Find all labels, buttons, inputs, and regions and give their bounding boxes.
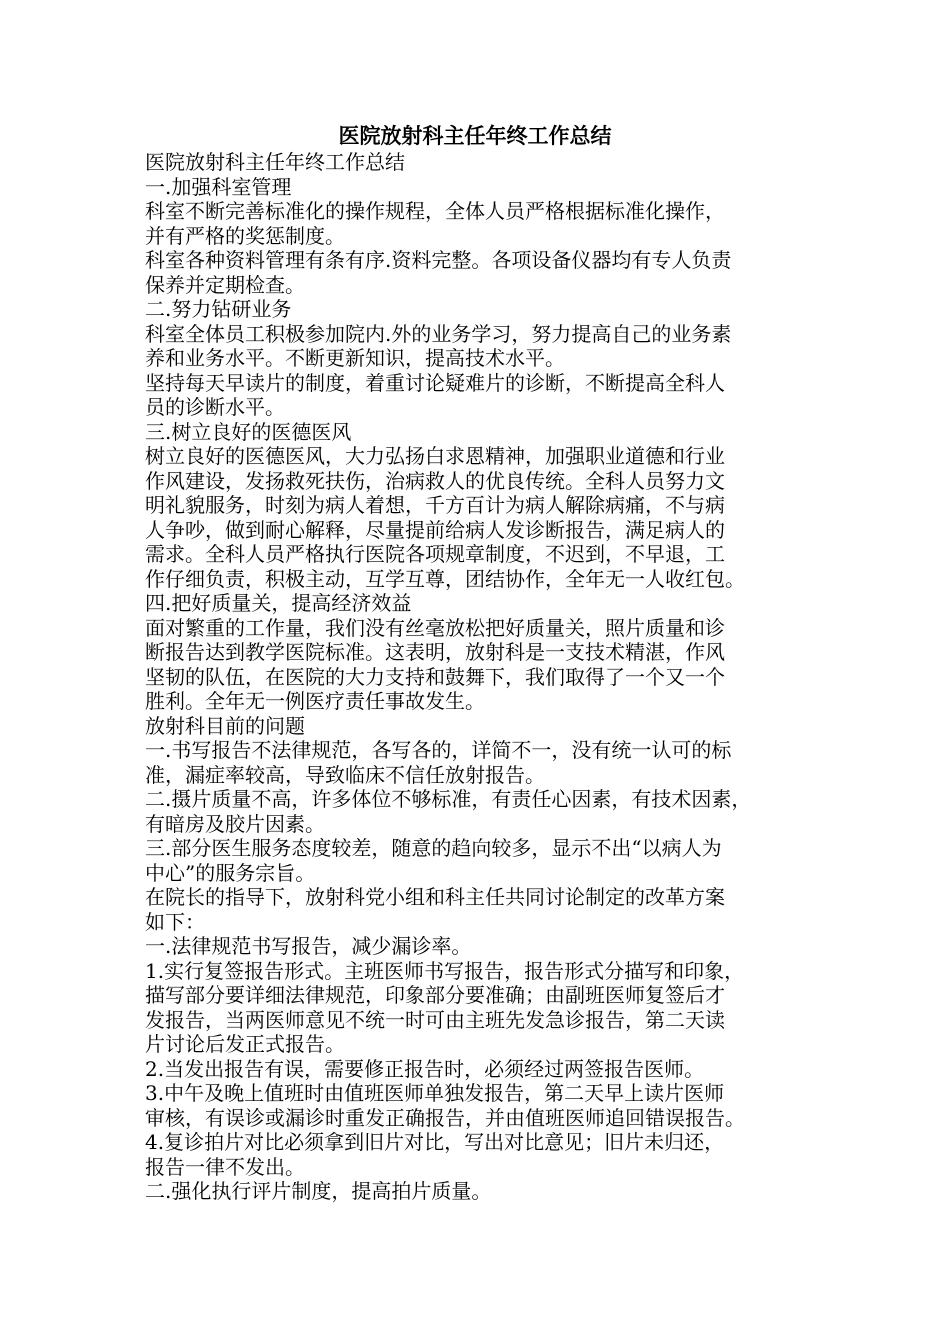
text-line: 二.摄片质量不高，许多体位不够标准，有责任心因素，有技术因素，	[145, 787, 752, 811]
text-line: 在院长的指导下，放射科党小组和科主任共同讨论制定的改革方案	[145, 885, 725, 909]
text-line: 二.努力钻研业务	[145, 297, 292, 321]
text-line: 二.强化执行评片制度，提高拍片质量。	[145, 1179, 492, 1203]
text-line: 人争吵，做到耐心解释，尽量提前给病人发诊断报告，满足病人的	[145, 517, 725, 542]
text-line: 4.复诊拍片对比必须拿到旧片对比，写出对比意见；旧片未归还，	[145, 1130, 725, 1154]
text-line: 放射科目前的问题	[145, 713, 305, 738]
text-line: 描写部分要详细法律规范，印象部分要准确；由副班医师复签后才	[145, 983, 725, 1007]
text-line: 员的诊断水平。	[145, 395, 285, 419]
text-line: 一.法律规范书写报告，减少漏诊率。	[145, 934, 472, 958]
text-line: 科室全体员工积极参加院内.外的业务学习，努力提高自己的业务素	[145, 321, 732, 346]
text-line: 并有严格的奖惩制度。	[145, 223, 345, 248]
text-line: 作风建设，发扬救死扶伤，治病救人的优良传统。全科人员努力文	[145, 468, 725, 493]
document-title: 医院放射科主任年终工作总结	[338, 124, 612, 148]
text-line: 科室各种资料管理有条有序.资料完整。各项设备仪器均有专人负责	[145, 248, 732, 272]
text-line: 一.加强科室管理	[145, 174, 292, 199]
text-line: 发报告，当两医师意见不统一时可由主班先发急诊报告，第二天读	[145, 1007, 725, 1032]
text-line: 断报告达到教学医院标准。这表明，放射科是一支技术精湛，作风	[145, 640, 725, 664]
text-line: 审核，有误诊或漏诊时重发正确报告，并由值班医师追回错误报告。	[145, 1105, 745, 1130]
text-line: 医院放射科主任年终工作总结	[145, 150, 405, 174]
text-line: 片讨论后发正式报告。	[145, 1032, 345, 1056]
text-line: 如下：	[145, 909, 205, 934]
text-line: 作仔细负责，积极主动，互学互尊，团结协作，全年无一人收红包。	[145, 566, 745, 591]
text-line: 保养并定期检查。	[145, 272, 305, 297]
text-line: 面对繁重的工作量，我们没有丝毫放松把好质量关，照片质量和诊	[145, 615, 725, 640]
text-line: 需求。全科人员严格执行医院各项规章制度，不迟到，不早退，工	[145, 542, 725, 566]
text-line: 坚持每天早读片的制度，着重讨论疑难片的诊断，不断提高全科人	[145, 370, 725, 395]
text-line: 三.部分医生服务态度较差，随意的趋向较多，显示不出“以病人为	[145, 836, 722, 860]
text-line: 准，漏症率较高，导致临床不信任放射报告。	[145, 762, 545, 787]
text-line: 报告一律不发出。	[145, 1154, 305, 1179]
text-line: 养和业务水平。不断更新知识，提高技术水平。	[145, 346, 565, 370]
text-line: 3.中午及晚上值班时由值班医师单独发报告，第二天早上读片医师	[145, 1081, 725, 1105]
text-line: 树立良好的医德医风，大力弘扬白求恩精神，加强职业道德和行业	[145, 444, 725, 468]
text-line: 1.实行复签报告形式。主班医师书写报告，报告形式分描写和印象，	[145, 958, 745, 983]
text-line: 胜利。全年无一例医疗责任事故发生。	[145, 689, 485, 713]
text-line: 明礼貌服务，时刻为病人着想，千方百计为病人解除病痛，不与病	[145, 493, 725, 517]
text-line: 一.书写报告不法律规范，各写各的，详简不一，没有统一认可的标	[145, 738, 732, 762]
document-body	[145, 150, 820, 1204]
text-line: 三.树立良好的医德医风	[145, 419, 352, 444]
text-line: 中心”的服务宗旨。	[145, 860, 316, 885]
text-line: 科室不断完善标准化的操作规程，全体人员严格根据标准化操作，	[145, 199, 725, 223]
text-line: 有暗房及胶片因素。	[145, 811, 325, 836]
text-line: 坚韧的队伍，在医院的大力支持和鼓舞下，我们取得了一个又一个	[145, 664, 725, 689]
text-line: 四.把好质量关，提高经济效益	[145, 591, 412, 615]
text-line: 2.当发出报告有误，需要修正报告时，必须经过两签报告医师。	[145, 1056, 705, 1081]
